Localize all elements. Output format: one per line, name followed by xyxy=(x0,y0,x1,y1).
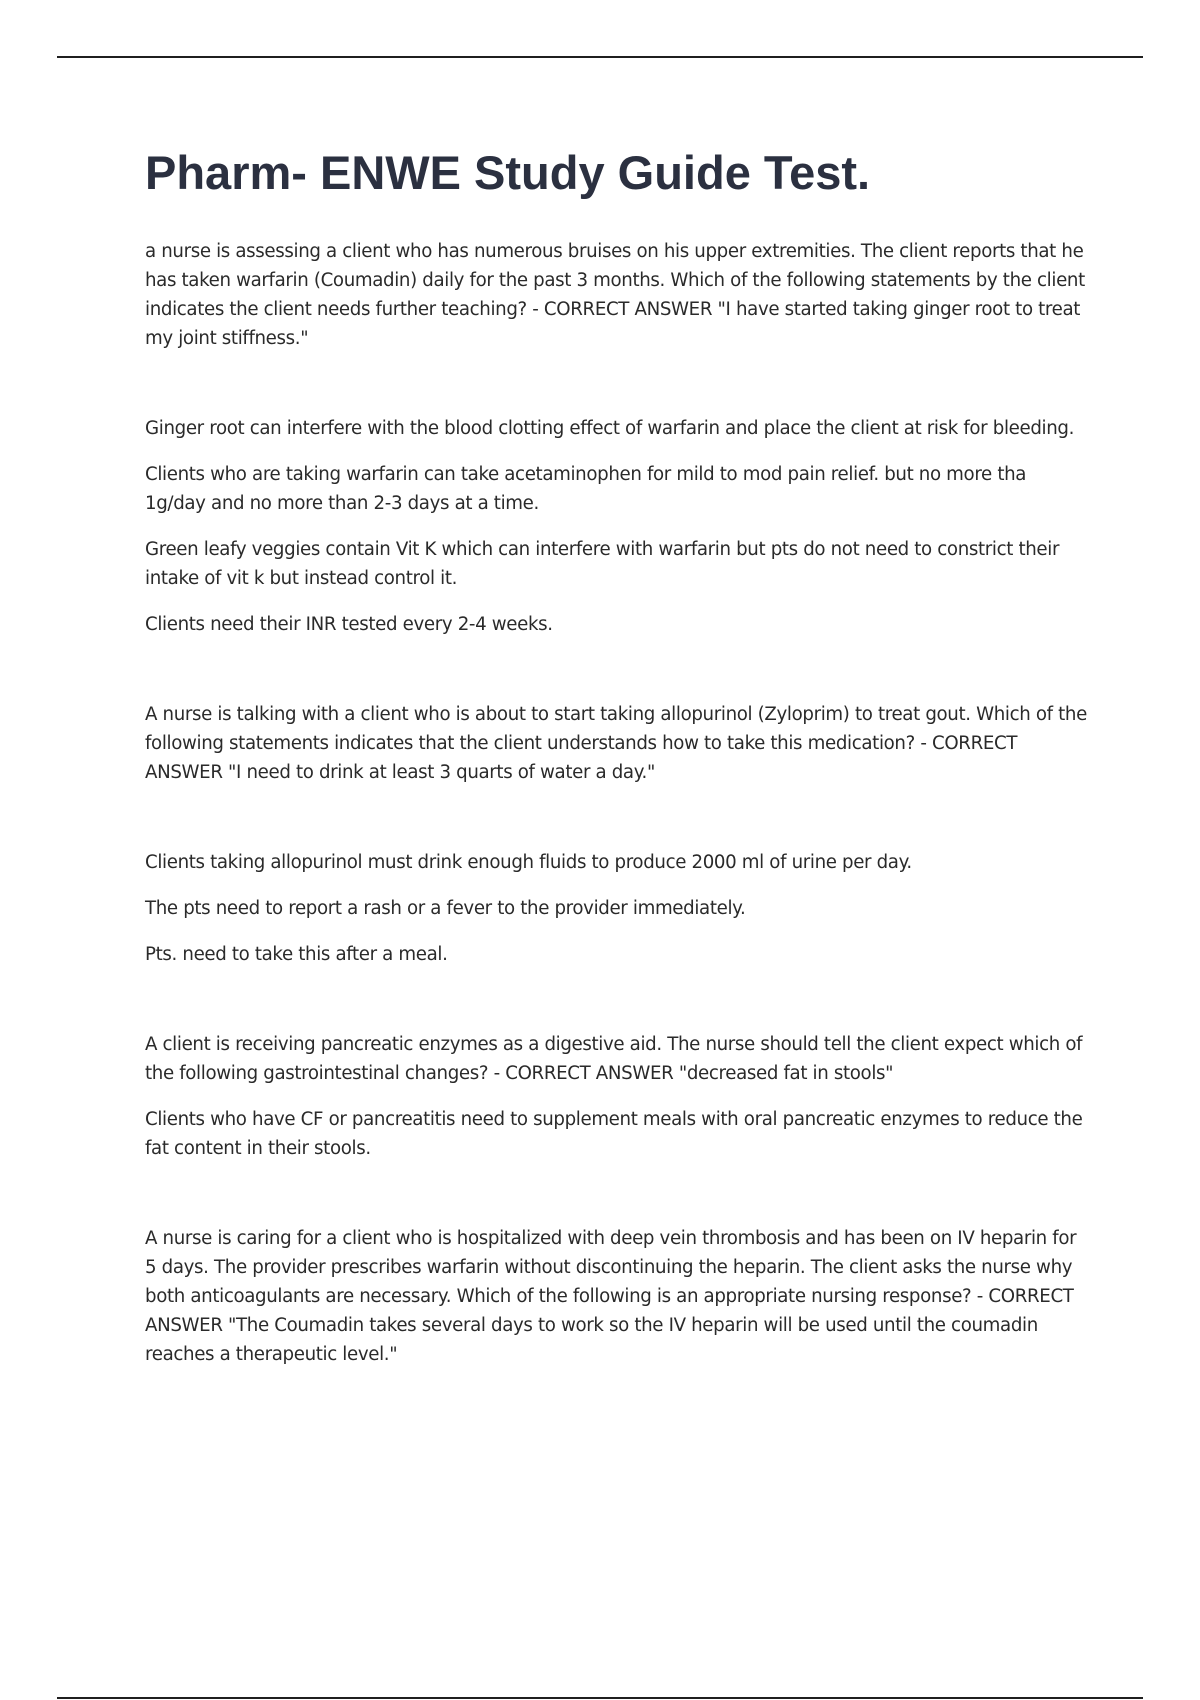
note-2-2: The pts need to report a rash or a fever to the provider immediately. xyxy=(145,898,746,919)
bottom-rule xyxy=(57,1697,1143,1699)
question-2: A nurse is talking with a client who is about to start taking allopurinol (Zyloprim) to treat gout. Which of the following statements indicates that the client understands how to take this medication? - CORRECT ANSWER "I need to drink at least 3 quarts of water a day." xyxy=(145,704,1087,783)
top-rule xyxy=(57,56,1143,58)
note-1-4: Clients need their INR tested every 2-4 weeks. xyxy=(145,614,553,635)
question-4: A nurse is caring for a client who is hospitalized with deep vein thrombosis and has been on IV heparin for 5 days. The provider prescribes warfarin without discontinuing the heparin. The client asks the nurse why both anticoagulants are necessary. Which of the following is an appropriate nursing response? - CORRECT ANSWER "The Coumadin takes several days to work so the IV heparin will be used until the coumadin reaches a therapeutic level." xyxy=(145,1228,1077,1365)
question-1: a nurse is assessing a client who has numerous bruises on his upper extremities. The client reports that he has taken warfarin (Coumadin) daily for the past 3 months. Which of the following statements by the client indicates the client needs further teaching? - CORRECT ANSWER "I have started taking ginger root to treat my joint stiffness." xyxy=(145,241,1085,349)
note-2-1: Clients taking allopurinol must drink enough fluids to produce 2000 ml of urine per day. xyxy=(145,852,912,873)
note-2-3: Pts. need to take this after a meal. xyxy=(145,944,448,965)
question-3: A client is receiving pancreatic enzymes as a digestive aid. The nurse should tell the client expect which of the following gastrointestinal changes? - CORRECT ANSWER "decreased fat in stools" xyxy=(145,1034,1083,1084)
page-title: Pharm- ENWE Study Guide Test. xyxy=(145,146,871,199)
note-1-1: Ginger root can interfere with the blood clotting effect of warfarin and place the client at risk for bleeding. xyxy=(145,418,1075,439)
document-content xyxy=(145,145,1090,1369)
note-3-1: Clients who have CF or pancreatitis need to supplement meals with oral pancreatic enzymes to reduce the fat content in their stools. xyxy=(145,1109,1083,1159)
note-1-3: Green leafy veggies contain Vit K which can interfere with warfarin but pts do not need to constrict their intake of vit k but instead control it. xyxy=(145,539,1060,589)
note-1-2: Clients who are taking warfarin can take acetaminophen for mild to mod pain relief. but no more tha 1g/day and no more than 2-3 days at a time. xyxy=(145,464,1027,514)
